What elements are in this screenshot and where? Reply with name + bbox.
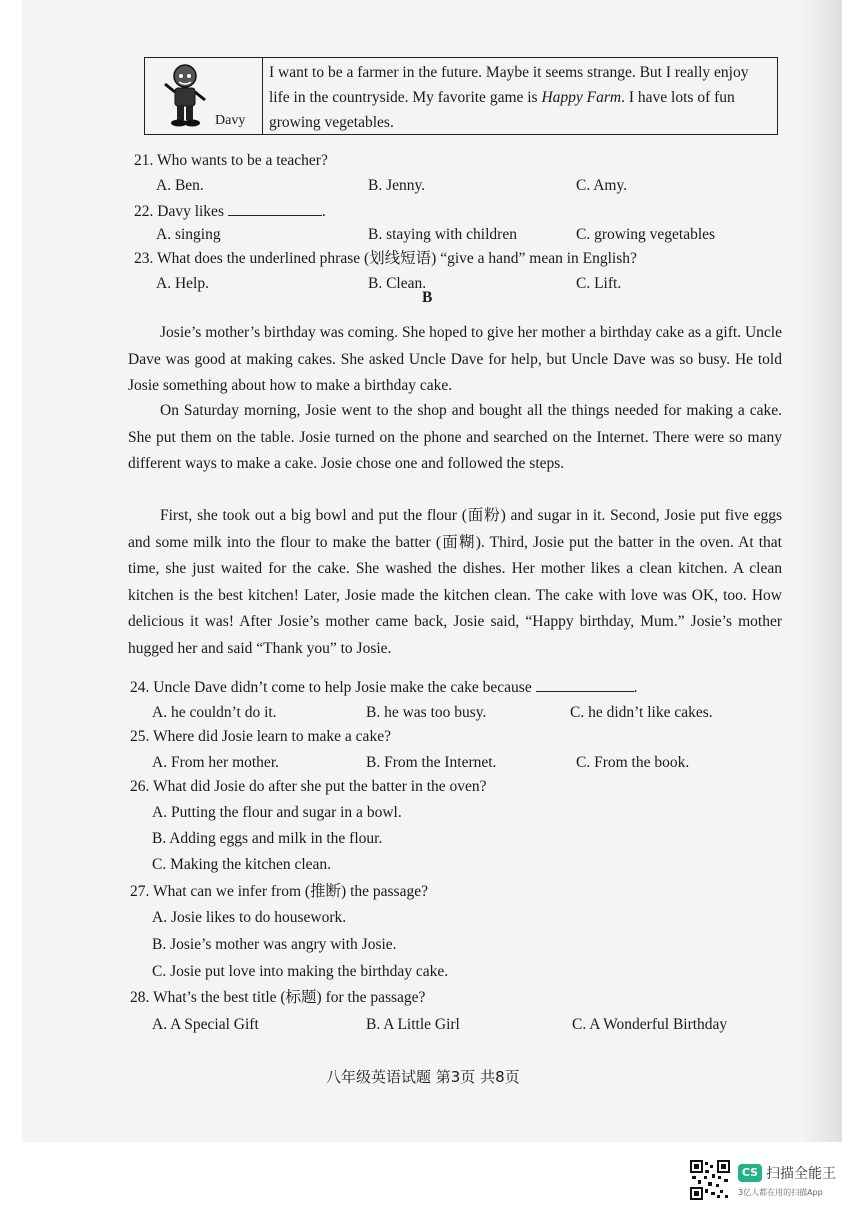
camscanner-logo-badge: CS <box>738 1164 762 1182</box>
q21-option-a: A. Ben. <box>156 177 204 194</box>
davy-name-label: Davy <box>215 113 246 128</box>
q26-option-b: B. Adding eggs and milk in the flour. <box>152 830 383 847</box>
passage-paragraph-3: First, she took out a big bowl and put the flour (面粉) and sugar in it. Second, Josie put five eggs and some milk into the flour to make the batter (面糊). Third, Josie put the batter in the oven. At that time, she just waited for the cake. She washed the dishes. Her mother likes a clean kitchen. A clean kitchen is the best kitchen! Later, Josie made the kitchen clean. The cake with love was OK, too. How delicious it was! After Josie’s mother came back, Josie said, “Happy birthday, Mum.” Josie’s mother hugged her and said “Thank you” to Josie. <box>128 507 782 657</box>
camscanner-tagline: 3亿人都在用的扫描App <box>738 1188 823 1197</box>
q22-option-a: A. singing <box>156 226 221 243</box>
q21-option-c: C. Amy. <box>576 177 628 194</box>
q22-option-b: B. staying with children <box>368 226 517 243</box>
q28-option-a: A. A Special Gift <box>152 1016 259 1033</box>
q25-option-a: A. From her mother. <box>152 754 279 771</box>
q25-option-b: B. From the Internet. <box>366 754 497 771</box>
q23-option-a: A. Help. <box>156 275 209 292</box>
question-26: 26. What did Josie do after she put the batter in the oven? <box>130 778 487 795</box>
q24-option-c: C. he didn’t like cakes. <box>570 704 713 721</box>
passage-paragraph-2: On Saturday morning, Josie went to the shop and bought all the things needed for making a cake. She put them on the table. Josie turned on the phone and searched on the Internet. There were so many different ways to make a cake. Josie chose one and followed the steps. <box>128 402 782 473</box>
q27-option-c: C. Josie put love into making the birthday cake. <box>152 963 449 980</box>
question-24: 24. Uncle Dave didn’t come to help Josie make the cake because . <box>130 679 638 696</box>
question-21: 21. Who wants to be a teacher? <box>134 152 328 169</box>
q26-option-a: A. Putting the flour and sugar in a bowl. <box>152 804 402 821</box>
q23-option-b: B. Clean. <box>368 275 427 292</box>
game-title: Happy Farm <box>541 89 622 106</box>
davy-card <box>144 57 778 135</box>
q28-option-c: C. A Wonderful Birthday <box>572 1016 728 1033</box>
question-28: 28. What’s the best title (标题) for the passage? <box>130 989 426 1006</box>
q24-option-a: A. he couldn’t do it. <box>152 704 277 721</box>
q24-option-b: B. he was too busy. <box>366 704 487 721</box>
q22-option-c: C. growing vegetables <box>576 226 716 243</box>
qr-code-icon <box>690 1160 730 1200</box>
question-27: 27. What can we infer from (推断) the passage? <box>130 883 428 900</box>
davy-statement: I want to be a farmer in the future. Maybe it seems strange. But I really enjoy life in the countryside. My favorite game is Happy Farm. I have lots of fun growing vegetables. <box>269 64 749 131</box>
section-b-label: B <box>422 289 433 306</box>
q28-option-b: B. A Little Girl <box>366 1016 460 1033</box>
camscanner-name: 扫描全能王 <box>766 1166 836 1182</box>
table-divider <box>262 58 263 134</box>
q27-option-a: A. Josie likes to do housework. <box>152 909 347 926</box>
passage-paragraph-1: Josie’s mother’s birthday was coming. She hoped to give her mother a birthday cake as a gift. Uncle Dave was good at making cakes. She asked Uncle Dave for help, but Uncle Dave was so busy. He told Josie something about how to make a birthday cake. <box>128 324 782 395</box>
q25-option-c: C. From the book. <box>576 754 690 771</box>
question-22: 22. Davy likes . <box>134 203 326 220</box>
boy-cartoon-icon <box>159 62 215 132</box>
question-25: 25. Where did Josie learn to make a cake? <box>130 728 391 745</box>
q21-option-b: B. Jenny. <box>368 177 426 194</box>
page-footer: 八年级英语试题 第3页 共8页 <box>326 1068 520 1086</box>
q23-option-c: C. Lift. <box>576 275 622 292</box>
q26-option-c: C. Making the kitchen clean. <box>152 856 332 873</box>
question-23: 23. What does the underlined phrase (划线短语) “give a hand” mean in English? <box>134 250 637 267</box>
page-edge-shadow <box>800 0 842 1142</box>
q27-option-b: B. Josie’s mother was angry with Josie. <box>152 936 397 953</box>
answer-blank <box>536 677 634 692</box>
answer-blank <box>228 201 322 216</box>
